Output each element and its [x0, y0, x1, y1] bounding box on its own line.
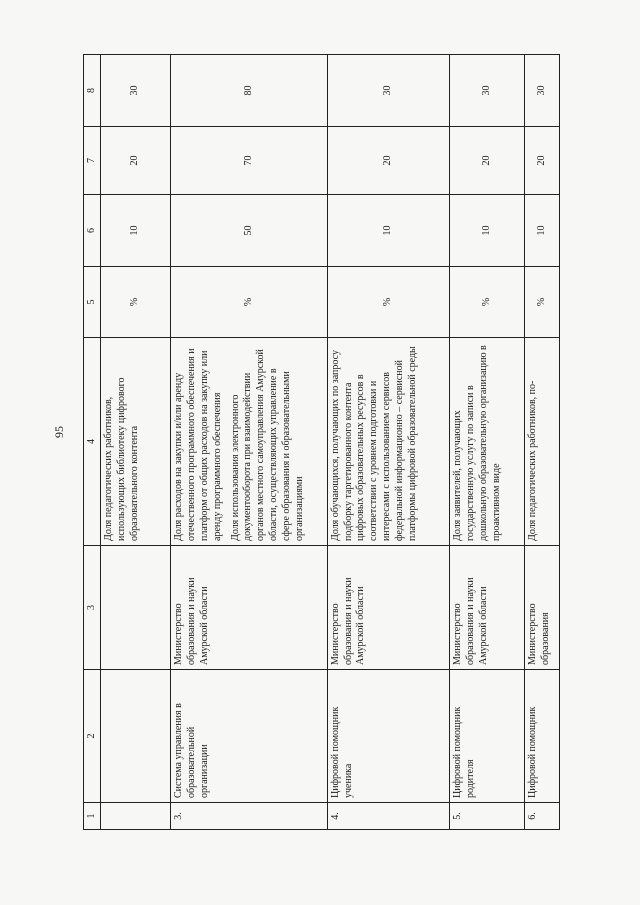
- unit-cell: [171, 267, 328, 338]
- project-cell: Система управления в образовательной организации: [171, 670, 328, 803]
- value-cell: 30: [327, 55, 450, 127]
- column-header: 7: [84, 127, 101, 195]
- column-header: 8: [84, 55, 101, 127]
- value-cell: 10: [101, 195, 171, 267]
- indicator-text: Доля расходов на закупки и/или аренду отечественного программного обеспечения и платформ от общих расходов на закупку или аренду программного обеспечения: [173, 348, 223, 541]
- value-cell: 30: [450, 55, 525, 127]
- table-row: [171, 55, 328, 830]
- value-cell: 30: [525, 55, 560, 127]
- header-row: [84, 55, 101, 830]
- column-header: 2: [84, 670, 101, 803]
- value-cell: 10: [525, 195, 560, 267]
- unit-text: %: [242, 297, 254, 307]
- row-number-cell: 4.: [327, 803, 450, 830]
- value-cell: [171, 55, 328, 127]
- value-cell: 20: [525, 127, 560, 195]
- value-cell: 10: [327, 195, 450, 267]
- row-number-cell: [101, 803, 171, 830]
- table-row: [327, 55, 450, 830]
- row-number-cell: 3.: [171, 803, 328, 830]
- table-row: [450, 55, 525, 830]
- row-number-cell: 6.: [525, 803, 560, 830]
- unit-cell: %: [450, 267, 525, 338]
- project-cell: Цифровой помощник ученика: [327, 670, 450, 803]
- page-number: 95: [52, 426, 66, 438]
- indicator-text: Доля использования электронного документооборота при взаимодействии органов местного самоуправления Амурской области, осуществляющих управление в сфере образования и образовательными организациями: [229, 349, 305, 541]
- table-row: [101, 55, 171, 830]
- executor-cell: Министерство образования и науки Амурской области: [450, 546, 525, 670]
- program-indicators-table: [83, 54, 560, 830]
- indicator-cell: Доля обучающихся, получающих по запросу подборку таргетированного контента цифровых образовательных ресурсов в соответствии с уровнем подготовки и интересами с использованием сервисов федеральной информационно – сервисной платформы цифровой образовательной среды: [327, 338, 450, 546]
- value-cell: 20: [327, 127, 450, 195]
- value-cell: 20: [101, 127, 171, 195]
- value-cell: 30: [101, 55, 171, 127]
- table-row: [525, 55, 560, 830]
- value-text: 80: [242, 85, 254, 96]
- executor-cell: Министерство образования: [525, 546, 560, 670]
- executor-cell: Министерство образования и науки Амурской области: [171, 546, 328, 670]
- value-cell: 10: [450, 195, 525, 267]
- table-rotated: [83, 55, 560, 830]
- column-header: 1: [84, 803, 101, 830]
- project-cell: Цифровой помощник: [525, 670, 560, 803]
- unit-cell: %: [327, 267, 450, 338]
- executor-cell: [101, 546, 171, 670]
- value-text: 50: [242, 225, 254, 236]
- indicator-cell: Доля педагогических работников, по-: [525, 338, 560, 546]
- indicator-cell: [171, 338, 328, 546]
- value-cell: [171, 127, 328, 195]
- indicator-cell: Доля педагогических работников, использующих библиотеку цифрового образовательного контента: [101, 338, 171, 546]
- column-header: 5: [84, 267, 101, 338]
- unit-cell: %: [525, 267, 560, 338]
- indicator-cell: Доля заявителей, получающих государственную услугу по записи в дошкольную образовательную организацию в проактивном виде: [450, 338, 525, 546]
- value-text: 70: [242, 155, 254, 166]
- column-header: 4: [84, 338, 101, 546]
- value-cell: [171, 195, 328, 267]
- unit-cell: %: [101, 267, 171, 338]
- column-header: 6: [84, 195, 101, 267]
- value-cell: 20: [450, 127, 525, 195]
- executor-cell: Министерство образования и науки Амурской области: [327, 546, 450, 670]
- project-cell: Цифровой помощник родителя: [450, 670, 525, 803]
- row-number-cell: 5.: [450, 803, 525, 830]
- column-header: 3: [84, 546, 101, 670]
- project-cell: [101, 670, 171, 803]
